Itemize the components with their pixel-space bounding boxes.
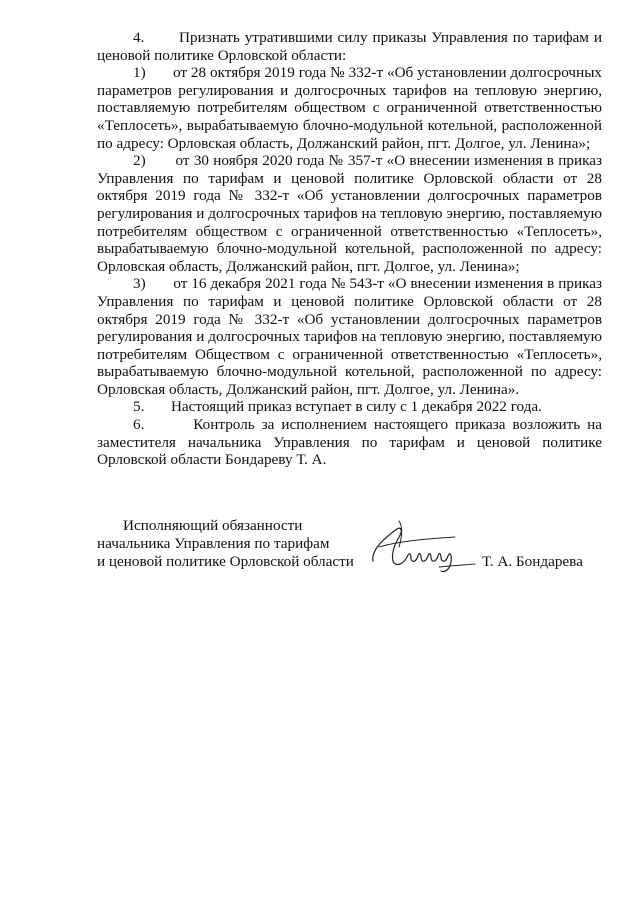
signature-block [97,517,602,577]
signatory-title-line-2: начальника Управления по тарифам [97,535,330,552]
signatory-title-line-1: Исполняющий обязанности [123,517,303,534]
paragraph-subitem-1: 1) от 28 октября 2019 года № 332-т «Об установлении долгосрочных параметров регулирования и долгосрочных тарифов на тепловую энергию, поставляемую потребителям обществом с ограниченной ответственностью «Теплосеть», вырабатываемую блочно-модульной котельной, расположенной по адресу: Орловская область, Должанский район, пгт. Долгое, ул. Ленина»; [97,64,602,152]
handwritten-signature [369,517,479,575]
signatory-title-line-3: и ценовой политике Орловской области [97,553,354,570]
document-body [97,29,602,469]
paragraph-item-6: 6. Контроль за исполнением настоящего приказа возложить на заместителя начальника Управления по тарифам и ценовой политике Орловской области Бондареву Т. А. [97,416,602,469]
paragraph-subitem-2: 2) от 30 ноября 2020 года № 357-т «О внесении изменения в приказ Управления по тарифам и ценовой политике Орловской области от 28 октября 2019 года № 332-т «Об установлении долгосрочных параметров регулирования и долгосрочных тарифов на тепловую энергию, поставляемую потребителям обществом с ограниченной ответственностью «Теплосеть», вырабатываемую блочно-модульной котельной, расположенной по адресу: Орловская область, Должанский район, пгт. Долгое, ул. Ленина»; [97,152,602,275]
signatory-name: Т. А. Бондарева [482,553,583,570]
paragraph-item-5: 5. Настоящий приказ вступает в силу с 1 декабря 2022 года. [133,398,542,416]
paragraph-subitem-3: 3) от 16 декабря 2021 года № 543-т «О внесении изменения в приказ Управления по тарифам и ценовой политике Орловской области от 28 октября 2019 года № 332-т «Об установлении долгосрочных параметров регулирования и долгосрочных тарифов на тепловую энергию, поставляемую потребителям Обществом с ограниченной ответственностью «Теплосеть», вырабатываемую блочно-модульной котельной, расположенной по адресу: Орловская область, Должанский район, пгт. Долгое, ул. Ленина». [97,275,602,398]
paragraph-item-4: 4. Признать утратившими силу приказы Управления по тарифам и ценовой политике Орловской области: [97,29,602,64]
